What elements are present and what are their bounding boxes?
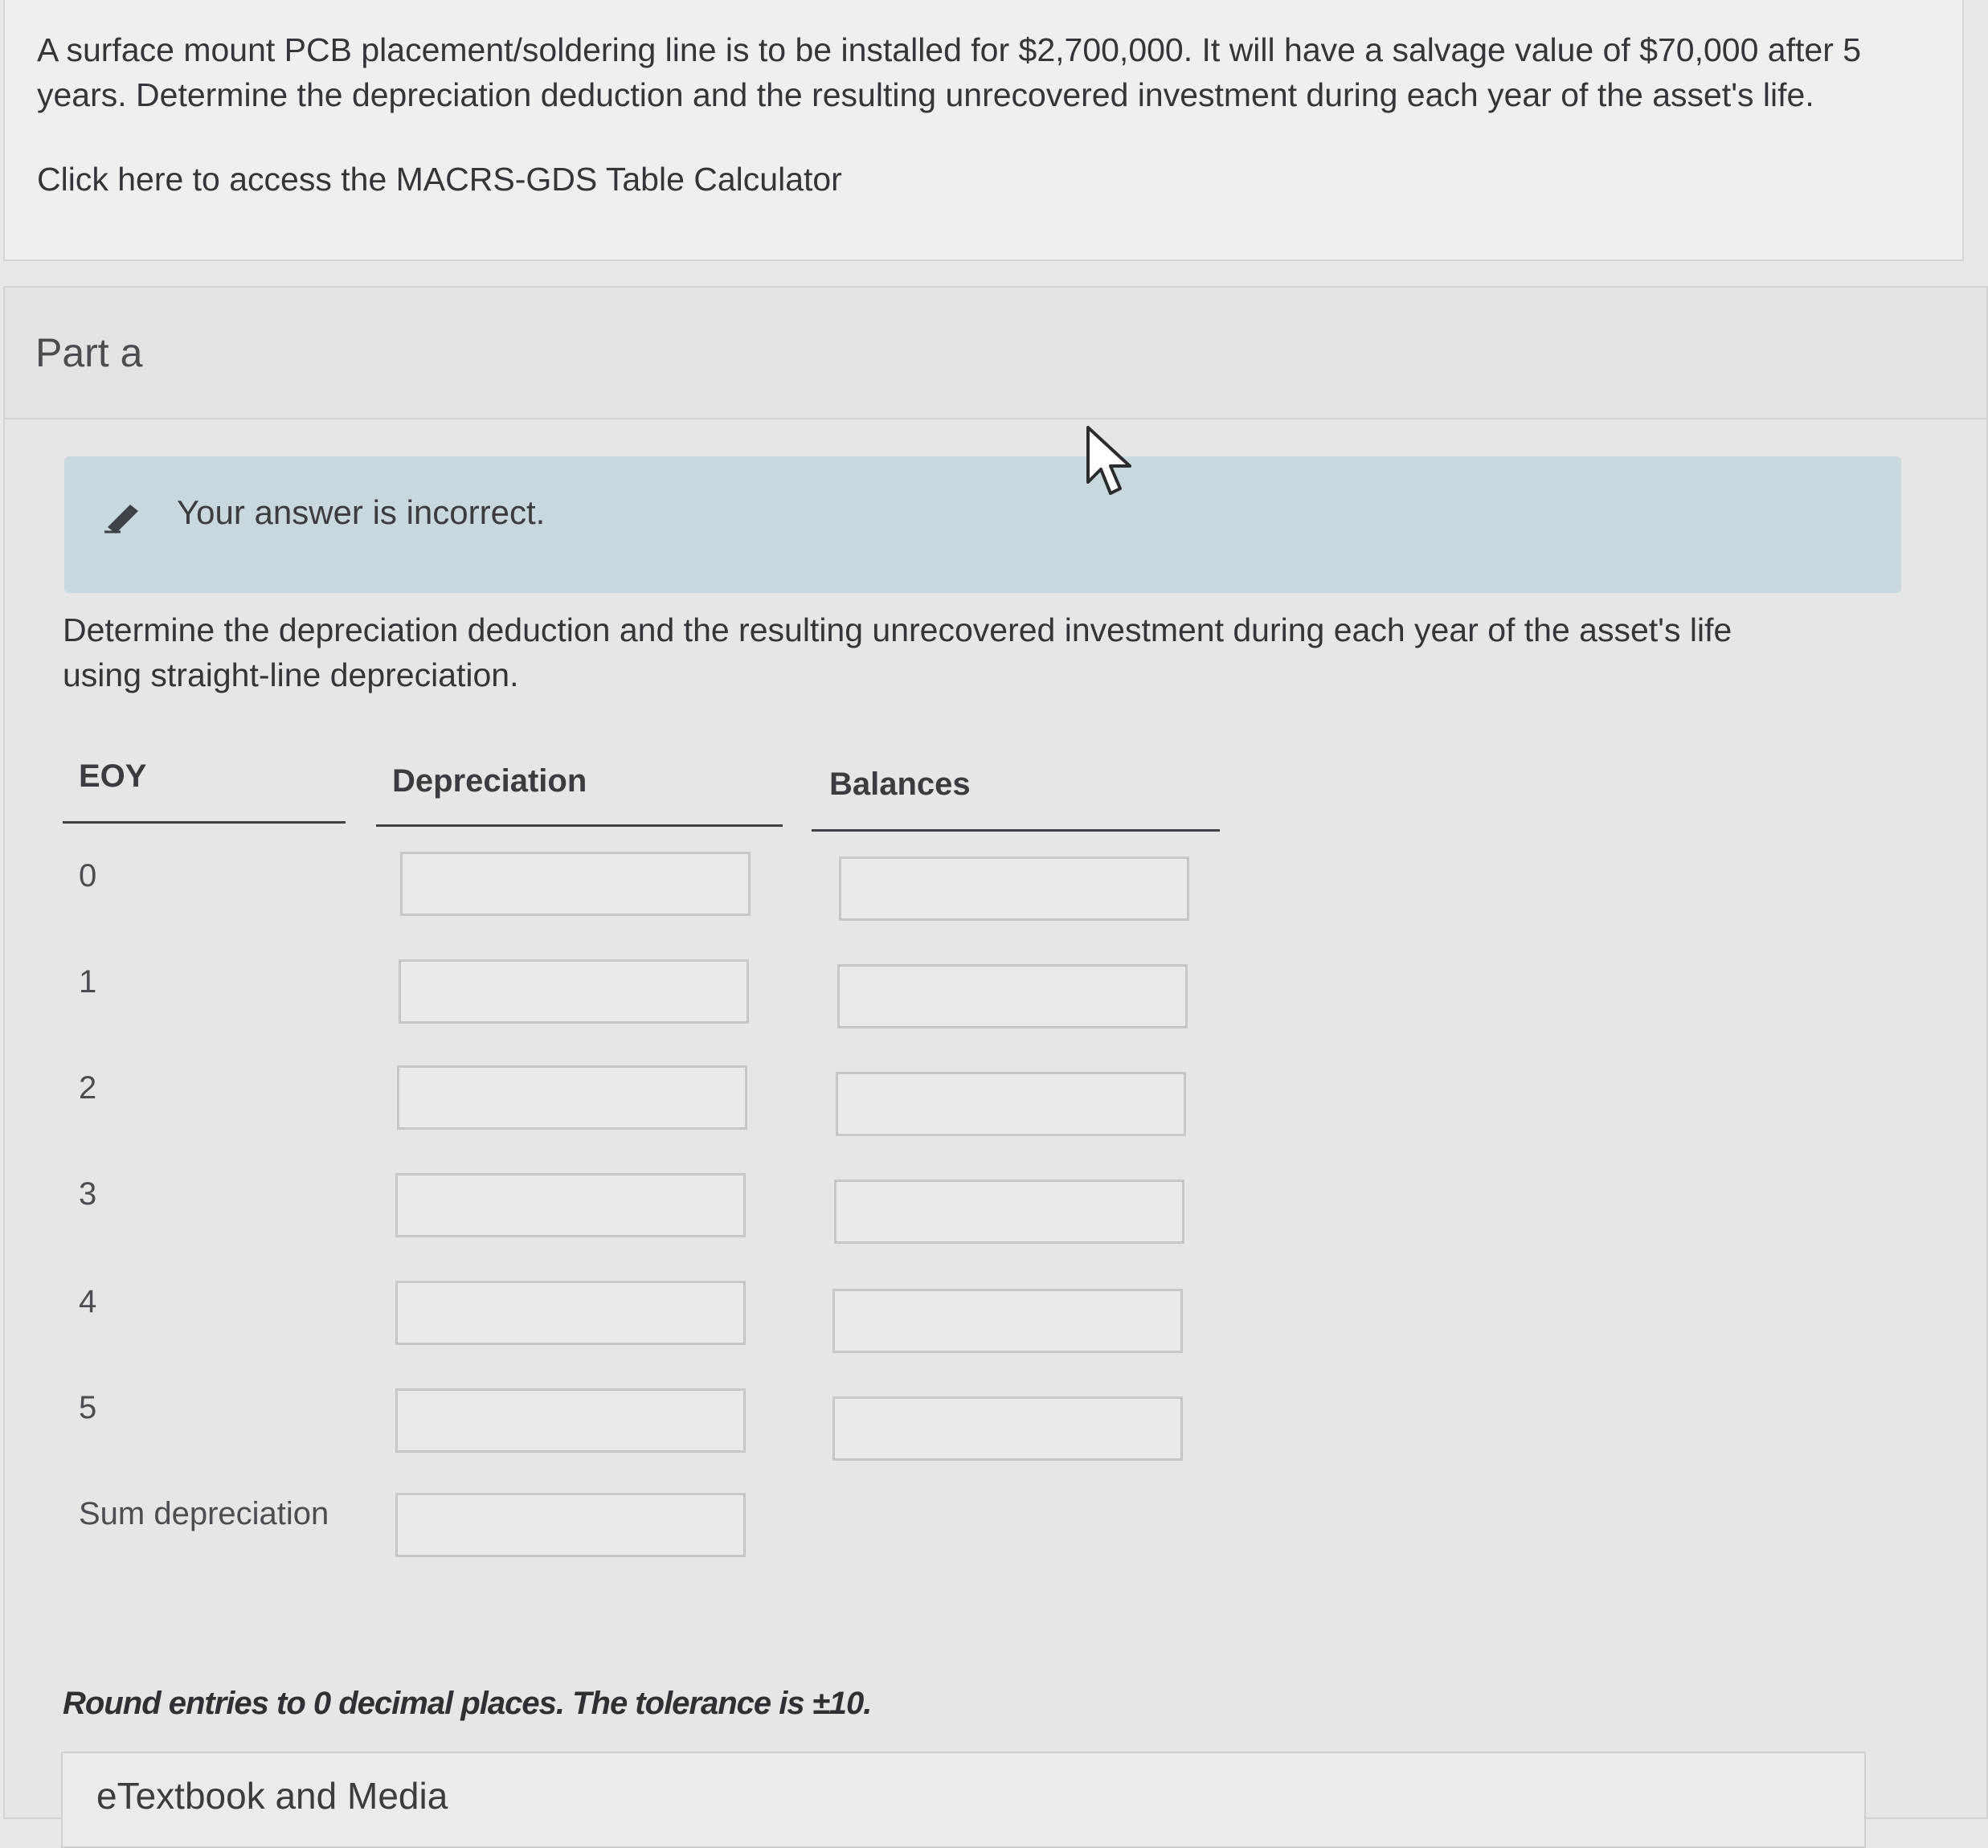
feedback-banner xyxy=(64,456,1901,593)
depreciation-input-eoy-0[interactable] xyxy=(400,852,751,916)
eoy-label: 2 xyxy=(79,1070,97,1106)
balances-column-header: Balances xyxy=(829,767,971,802)
balance-input-eoy-0[interactable] xyxy=(839,857,1189,921)
mouse-cursor-icon xyxy=(1085,424,1135,500)
depreciation-input-eoy-2[interactable] xyxy=(397,1065,747,1130)
balances-header-rule xyxy=(812,829,1220,832)
question-panel xyxy=(3,0,1964,261)
eoy-label: 0 xyxy=(79,858,97,893)
depreciation-input-eoy-5[interactable] xyxy=(395,1388,746,1453)
etextbook-label: eTextbook and Media xyxy=(96,1775,448,1817)
depreciation-header-rule xyxy=(376,824,783,827)
balance-input-eoy-2[interactable] xyxy=(836,1072,1186,1136)
balance-input-eoy-3[interactable] xyxy=(834,1180,1184,1244)
balance-input-eoy-5[interactable] xyxy=(832,1396,1183,1461)
eoy-column-header: EOY xyxy=(79,758,147,794)
eoy-label: 3 xyxy=(79,1176,97,1212)
question-text: A surface mount PCB placement/soldering line is to be installed for $2,700,000. It will have a salvage value of $70,000 after 5 years. Determine the depreciation deduction and the resulting unrecovered investment during each year of the asset's life. xyxy=(37,31,1862,113)
depreciation-input-eoy-1[interactable] xyxy=(399,959,749,1024)
depreciation-input-eoy-4[interactable] xyxy=(395,1281,746,1345)
part-title: Part a xyxy=(35,330,143,375)
part-header xyxy=(5,288,1986,419)
feedback-text: Your answer is incorrect. xyxy=(177,493,546,531)
eoy-header-rule xyxy=(63,821,346,824)
eoy-label: 5 xyxy=(79,1390,97,1425)
depreciation-column-header: Depreciation xyxy=(392,763,587,799)
rounding-note: Round entries to 0 decimal places. The tolerance is ±10. xyxy=(63,1686,872,1721)
sum-depreciation-input[interactable] xyxy=(395,1493,746,1557)
eoy-label: 4 xyxy=(79,1284,97,1319)
part-a-panel xyxy=(3,286,1988,1819)
etextbook-media-section[interactable] xyxy=(61,1752,1866,1848)
pencil-icon xyxy=(101,495,145,538)
depreciation-input-eoy-3[interactable] xyxy=(395,1173,746,1237)
sum-depreciation-label: Sum depreciation xyxy=(79,1496,329,1531)
balance-input-eoy-1[interactable] xyxy=(837,964,1188,1028)
balance-input-eoy-4[interactable] xyxy=(832,1289,1183,1353)
instructions-text: Determine the depreciation deduction and the resulting unrecovered investment during each year of the asset's life using straight-line depreciation. xyxy=(63,611,1732,693)
eoy-label: 1 xyxy=(79,964,97,1000)
macrs-calculator-link[interactable]: Click here to access the MACRS-GDS Table Calculator xyxy=(37,161,842,198)
